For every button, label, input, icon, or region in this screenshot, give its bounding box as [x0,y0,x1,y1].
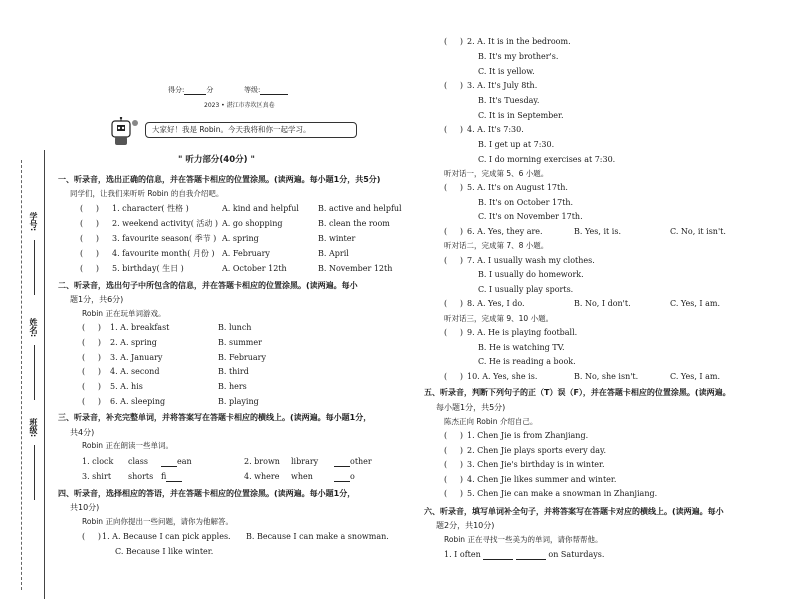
s4-q7-c: C. I usually play sports. [478,285,574,294]
s6-blank-1a[interactable] [483,551,513,560]
robot-mascot-icon [108,117,144,147]
cut-line [21,160,22,590]
s1-q5-b: B. November 12th [318,264,393,273]
listening-title-text: 听力部分(40分) [185,155,248,165]
s5-q4: 4. Chen Jie likes summer and winter. [467,475,617,484]
s3-blank-1[interactable] [161,458,177,467]
s4-bracket-9[interactable]: ( ) [444,328,463,337]
s1-q4: 4. favourite month( 月份 ) [112,249,215,258]
s4-intro: Robin 正向你提出一些问题，请你为他解答。 [82,517,233,526]
s3-blank-4[interactable] [334,473,350,482]
grade-blank[interactable] [260,86,288,95]
s4-q9-b: B. He is watching TV. [478,343,565,352]
s1-q2: 2. weekend activity( 活动 ) [112,219,219,228]
s1-bracket-5[interactable]: ( ) [80,264,99,273]
score-field [168,85,213,95]
s5-bracket-5[interactable]: ( ) [444,489,463,498]
grade-label: 等级: [244,86,261,94]
s3-title: 三、听录音，补充完整单词，并将答案写在答题卡相应的横线上。(读两遍。每小题1分， [58,413,372,422]
s4-bracket-5[interactable]: ( ) [444,183,463,192]
s4-title-2: 共10分) [70,503,100,512]
s5-q2: 2. Chen Jie plays sports every day. [467,446,607,455]
exam-title: 2023 • 湛江市赤坎区真卷 [204,102,275,109]
s2-q5-a: 5. A. his [110,382,143,391]
s3-r2-prefix: fi [161,472,167,481]
s3-r2-suffix: o [350,472,355,481]
s4-dialogue-3: 听对话三，完成第 9、10 小题。 [444,314,554,323]
s6-intro: Robin 正在寻找一些美为的单词，请你帮帮他。 [444,535,603,544]
s3-r2-word2: shorts [128,472,154,481]
s2-title: 二、听录音，选出句子中所包含的信息，并在答题卡相应的位置涂黑。(读两遍。每小 [58,281,358,290]
s2-intro: Robin 正在玩单词游戏。 [82,309,166,318]
s4-q6-c: C. No, it isn't. [670,227,726,236]
s3-r2-word4: when [291,472,313,481]
s1-q1: 1. character( 性格 ) [112,204,189,213]
s2-q1-a: 1. A. breakfast [110,323,170,332]
score-unit: 分 [206,86,214,94]
s1-q3-b: B. winter [318,234,356,243]
s3-r1-word2: class [128,457,149,466]
s4-q4-c: C. I do morning exercises at 7:30. [478,155,616,164]
s2-q3-b: B. February [218,353,267,362]
s4-q6-b: B. Yes, it is. [574,227,621,236]
s4-bracket-6[interactable]: ( ) [444,227,463,236]
s4-q2-c: C. It is yellow. [478,67,535,76]
s4-q5-b: B. It's on October 17th. [478,198,574,207]
s3-r1-suffix-2: other [350,457,372,466]
s4-dialogue-2: 听对话二，完成第 7、8 小题。 [444,241,549,250]
s5-title: 五、听录音，判断下列句子的正（T）误（F），并在答题卡相应的位置涂黑。(读两遍。 [424,388,731,397]
s4-q3-b: B. It's Tuesday. [478,96,540,105]
s4-q8-a: 8. A. Yes, I do. [467,299,525,308]
score-blank[interactable] [184,86,206,95]
name-line [34,345,35,400]
s4-dialogue-1: 听对话一，完成第 5、6 小题。 [444,169,549,178]
s2-q4-b: B. third [218,367,249,376]
s3-r2-blank-word[interactable] [161,472,182,482]
s1-q4-b: B. April [318,249,349,258]
s4-q4-b: B. I get up at 7:30. [478,140,555,149]
s4-q7-b: B. I usually do homework. [478,270,584,279]
s1-q2-b: B. clean the room [318,219,390,228]
s3-r1-word4: library [291,457,319,466]
s4-q5-c: C. It's on November 17th. [478,212,583,221]
s4-q1-c: C. Because I like winter. [115,547,214,556]
s4-q3-a: 3. A. It's July 8th. [467,81,538,90]
s5-q5: 5. Chen Jie can make a snowman in Zhanjiang. [467,489,658,498]
s3-intro: Robin 正在朗读一些单词。 [82,441,173,450]
greeting-text: 大家好！我是 Robin。今天我将和你一起学习。 [152,125,311,134]
s4-q3-c: C. It is in September. [478,111,564,120]
class-label: 班级: [29,418,38,438]
s3-blank-2[interactable] [334,458,350,467]
s4-bracket-10[interactable]: ( ) [444,372,463,381]
name-label: 姓名: [29,318,38,338]
s1-bracket-1[interactable]: ( ) [80,204,99,213]
s3-r1-suffix: ean [177,457,192,466]
s4-q6-a: 6. A. Yes, they are. [467,227,543,236]
s1-q5-a: A. October 12th [222,264,287,273]
s2-q6-a: 6. A. sleeping [110,397,166,406]
s5-bracket-3[interactable]: ( ) [444,460,463,469]
s3-blank-3[interactable] [166,473,182,482]
s6-q1-start: 1. I often [444,550,481,559]
s2-q4-a: 4. A. second [110,367,160,376]
listening-title: " 听力部分(40分) " [178,155,255,165]
s4-bracket-1[interactable]: ( ) [82,532,101,541]
binding-line [44,150,45,599]
s5-q3: 3. Chen Jie's birthday is in winter. [467,460,605,469]
class-line [34,445,35,500]
s1-bracket-2[interactable]: ( ) [80,219,99,228]
student-id-label: 学号: [29,212,38,232]
s6-q1-end: on Saturdays. [548,550,605,559]
s4-q8-c: C. Yes, I am. [670,299,721,308]
s2-q3-a: 3. A. January [110,353,163,362]
s3-r2-blank-word-2[interactable] [334,472,355,482]
s2-q2-a: 2. A. spring [110,338,157,347]
s6-title: 六、听录音，填写单词补全句子，并将答案写在答题卡对应的横线上。(读两遍。每小 [424,507,724,516]
s4-q5-a: 5. A. It's on August 17th. [467,183,568,192]
s4-q4-a: 4. A. It's 7:30. [467,125,524,134]
s2-q6-b: B. playing [218,397,259,406]
s4-bracket-7[interactable]: ( ) [444,256,463,265]
s4-q1-a: 1. A. Because I can pick apples. [102,532,231,541]
s5-q1: 1. Chen Jie is from Zhanjiang. [467,431,589,440]
s3-r1-word3: 2. brown [244,457,280,466]
s2-bracket-5[interactable]: ( ) [82,382,101,391]
s2-title-2: 题1分，共6分) [70,295,124,304]
s4-q7-a: 7. A. I usually wash my clothes. [467,256,595,265]
s4-q10-b: B. No, she isn't. [574,372,639,381]
s6-blank-1b[interactable] [516,551,546,560]
s6-title-2: 题2分，共10分) [436,521,495,530]
s4-q2-b: B. It's my brother's. [478,52,559,61]
s3-r1-blank-word[interactable] [161,457,192,467]
s1-title: 一、听录音，选出正确的信息，并在答题卡相应的位置涂黑。(读两遍。每小题1分，共5分) [58,175,381,184]
s4-q1-b: B. Because I can make a snowman. [246,532,389,541]
s1-q3: 3. favourite season( 季节 ) [112,234,217,243]
s4-q10-a: 10. A. Yes, she is. [467,372,538,381]
s2-bracket-6[interactable]: ( ) [82,397,101,406]
s1-intro: 同学们，让我们来听听 Robin 的自我介绍吧。 [70,189,224,198]
s4-q9-a: 9. A. He is playing football. [467,328,578,337]
s4-bracket-8[interactable]: ( ) [444,299,463,308]
s4-q10-c: C. Yes, I am. [670,372,721,381]
s2-bracket-3[interactable]: ( ) [82,353,101,362]
s5-bracket-4[interactable]: ( ) [444,475,463,484]
s1-bracket-4[interactable]: ( ) [80,249,99,258]
s1-q1-a: A. kind and helpful [222,204,299,213]
s1-q4-a: A. February [222,249,270,258]
score-label: 得分: [168,86,185,94]
s2-q2-b: B. summer [218,338,262,347]
s4-bracket-3[interactable]: ( ) [444,81,463,90]
s4-q8-b: B. No, I don't. [574,299,631,308]
s2-q1-b: B. lunch [218,323,252,332]
s5-bracket-1[interactable]: ( ) [444,431,463,440]
student-id-line [34,240,35,295]
s5-title-2: 每小题1分，共5分) [436,403,506,412]
s1-q5: 5. birthday( 生日 ) [112,264,184,273]
s3-r2-word1: 3. shirt [82,472,112,481]
s2-q5-b: B. hers [218,382,247,391]
s5-intro: 陈杰正向 Robin 介绍自己。 [444,417,538,426]
s4-bracket-2[interactable]: ( ) [444,37,463,46]
s1-q2-a: A. go shopping [222,219,283,228]
s6-q1 [444,550,604,560]
s2-bracket-2[interactable]: ( ) [82,338,101,347]
s5-bracket-2[interactable]: ( ) [444,446,463,455]
s3-r1-blank-word-2[interactable] [334,457,372,467]
s1-q3-a: A. spring [222,234,259,243]
s2-bracket-1[interactable]: ( ) [82,323,101,332]
grade-field [244,85,288,95]
s4-q9-c: C. He is reading a book. [478,357,576,366]
s4-q2-a: 2. A. It is in the bedroom. [467,37,571,46]
s4-bracket-4[interactable]: ( ) [444,125,463,134]
s3-title-2: 共4分) [70,428,95,437]
s3-r2-word3: 4. where [244,472,280,481]
s2-bracket-4[interactable]: ( ) [82,367,101,376]
s4-title: 四、听录音，选择相应的答语，并在答题卡相应的位置涂黑。(读两遍。每小题1分， [58,489,356,498]
s1-q1-b: B. active and helpful [318,204,402,213]
s1-bracket-3[interactable]: ( ) [80,234,99,243]
s3-r1-word1: 1. clock [82,457,114,466]
